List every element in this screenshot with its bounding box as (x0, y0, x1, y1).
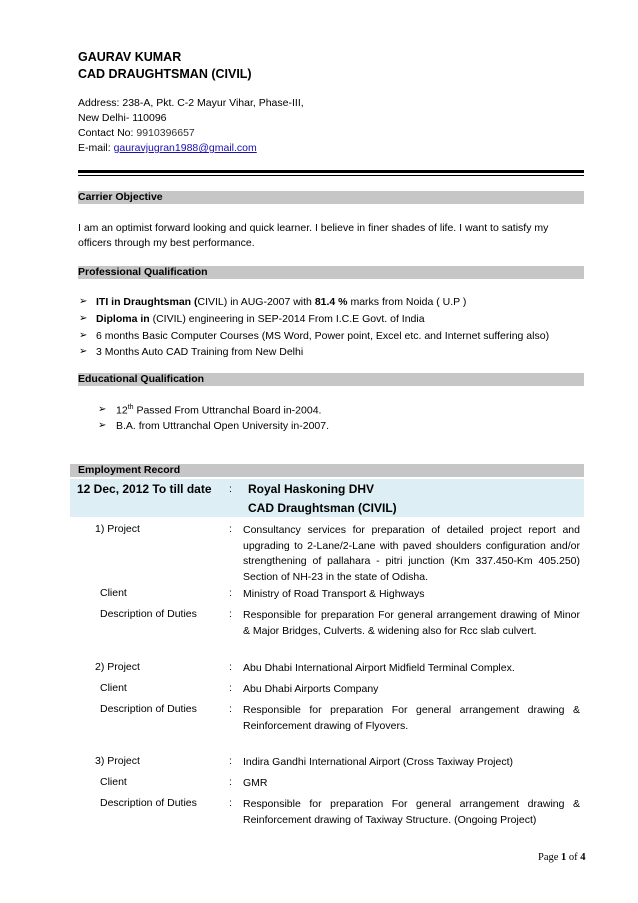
position-title: CAD Draughtsman (CIVIL) (248, 501, 397, 515)
address-line-2: New Delhi- 110096 (78, 112, 167, 124)
duties-label: Description of Duties (100, 703, 197, 715)
contact-label: Contact No: (78, 127, 134, 139)
objective-heading: Carrier Objective (78, 191, 163, 203)
duties-label: Description of Duties (100, 608, 197, 620)
bullet-arrow-icon: ➢ (79, 296, 88, 307)
client-value: Ministry of Road Transport & Highways (243, 588, 425, 600)
client-label: Client (100, 587, 127, 599)
employment-date: 12 Dec, 2012 To till date (77, 482, 212, 496)
bullet-arrow-icon: ➢ (79, 330, 88, 341)
colon: : (229, 587, 232, 599)
item-bold: 81.4 % (314, 296, 348, 308)
bullet-arrow-icon: ➢ (79, 346, 88, 357)
divider-thin (78, 175, 584, 176)
email-link[interactable]: gauravjugran1988@gmail.com (113, 142, 257, 154)
colon: : (229, 483, 232, 495)
colon: : (229, 608, 232, 620)
item-text: marks from Noida ( U.P ) (347, 296, 467, 308)
divider-thick (78, 170, 584, 173)
educational-heading: Educational Qualification (78, 373, 205, 385)
colon: : (229, 755, 232, 767)
item-bold: ITI in Draughtsman ( (96, 296, 198, 308)
project-description: Indira Gandhi International Airport (Cross Taxiway Project) (243, 756, 514, 768)
colon: : (229, 797, 232, 809)
professional-heading: Professional Qualification (78, 266, 208, 278)
email-line (78, 141, 257, 156)
client-value: Abu Dhabi Airports Company (243, 683, 379, 695)
email-label: E-mail: (78, 142, 111, 154)
client-label: Client (100, 682, 127, 694)
project-description: Abu Dhabi International Airport Midfield Terminal Complex. (243, 662, 515, 674)
page-number: Page 1 of 4 (538, 852, 586, 863)
contact-number (78, 126, 195, 141)
duties-value: Responsible for preparation For general arrangement drawing of Minor & Major Bridges, Culverts. & widening also for Rcc slab culvert. (243, 609, 580, 637)
project-description: Consultancy services for preparation of detailed project report and upgrading to 2-Lane/2-Lane with paved shoulders configuration and/or strengthening of pallahara - pitri junction (Km 337.450-Km 405.250) Section of NH-23 in the state of Odisha. (243, 524, 580, 583)
item-text: 6 months Basic Computer Courses (MS Word, Power point, Excel etc. and Internet suffering also) (96, 330, 550, 342)
employment-heading: Employment Record (78, 464, 181, 476)
client-label: Client (100, 776, 127, 788)
item-text: 3 Months Auto CAD Training from New Delhi (96, 346, 304, 358)
client-value: GMR (243, 777, 268, 789)
project-label: 3) Project (95, 755, 140, 767)
project-label: 1) Project (95, 523, 140, 535)
objective-text: I am an optimist forward looking and quick learner. I believe in finer shades of life. I want to satisfy my officers through my best performance. (78, 222, 549, 249)
project-label: 2) Project (95, 661, 140, 673)
bullet-arrow-icon: ➢ (98, 420, 107, 431)
colon: : (229, 776, 232, 788)
item-text: CIVIL) in AUG-2007 with (197, 296, 315, 308)
address-line-1: Address: 238-A, Pkt. C-2 Mayur Vihar, Phase-III, (78, 97, 304, 109)
candidate-title: CAD DRAUGHTSMAN (CIVIL) (78, 67, 252, 81)
resume-page: GAURAV KUMAR CAD DRAUGHTSMAN (CIVIL) Address: 238-A, Pkt. C-2 Mayur Vihar, Phase-III, New Delhi- 110096 Contact No: 9910396657 E-mail: gauravjugran1988@gmail.com Carrier Objective I am an optimist forward looking and quick learner. I believe in finer shades of life. I want to satisfy my officers through my best performance. Professional Qualification ➢ ITI in Draughtsman (CIVIL) in AUG-2007 with 81.4 % marks from Noida ( U.P ) ➢ Diploma in (CIVIL) engineering in SEP-2014 From I.C.E Govt. of India ➢ 6 months Basic Computer Courses (MS Word, Power point, Excel etc. and Internet suffering also) ➢ 3 Months Auto CAD Training from New Delhi Educational Qualification ➢ 12th Passed From Uttranchal Board in-2004. ➢ B.A. from Uttranchal Open University in-2007. Employment Record 12 Dec, 2012 To till date : Royal Haskoning DHV CAD Draughtsman (CIVIL) 1) Project : Consultancy services for preparation of detailed project report and upgrading to 2-Lane/2-Lane with paved shoulders configuration and/or strengthening of pallahara - pitri junction (Km 337.450-Km 405.250) Section of NH-23 in the state of Odisha. Client : Ministry of Road Transport & Highways Description of Duties : Responsible for preparation For general arrangement drawing of Minor & Major Bridges, Culverts. & widening also for Rcc slab culvert. 2) Project : Abu Dhabi International Airport Midfield Terminal Complex. Client : Abu Dhabi Airports Company Description of Duties : Responsible for preparation For general arrangement drawing & Reinforcement drawing of Flyovers. 3) Project : Indira Gandhi International Airport (Cross Taxiway Project) Client : GMR Description of Duties : Responsible for preparation For general arrangement drawing & Reinforcement drawing of Taxiway Structure. (Ongoing Project) Page 1 of 4 (0, 0, 638, 903)
candidate-name: GAURAV KUMAR (78, 50, 182, 64)
bullet-arrow-icon: ➢ (79, 313, 88, 324)
colon: : (229, 523, 232, 535)
colon: : (229, 703, 232, 715)
colon: : (229, 661, 232, 673)
duties-value: Responsible for preparation For general arrangement drawing & Reinforcement drawing of Flyovers. (243, 704, 580, 732)
contact-value: 9910396657 (136, 127, 195, 139)
duties-label: Description of Duties (100, 797, 197, 809)
bullet-arrow-icon: ➢ (98, 404, 107, 415)
duties-value: Responsible for preparation For general arrangement drawing & Reinforcement drawing of Taxiway Structure. (Ongoing Project) (243, 798, 580, 826)
item-text: (CIVIL) engineering in SEP-2014 From I.C.E Govt. of India (152, 313, 425, 325)
colon: : (229, 682, 232, 694)
company-name: Royal Haskoning DHV (248, 482, 375, 496)
item-bold: Diploma in (96, 313, 153, 325)
